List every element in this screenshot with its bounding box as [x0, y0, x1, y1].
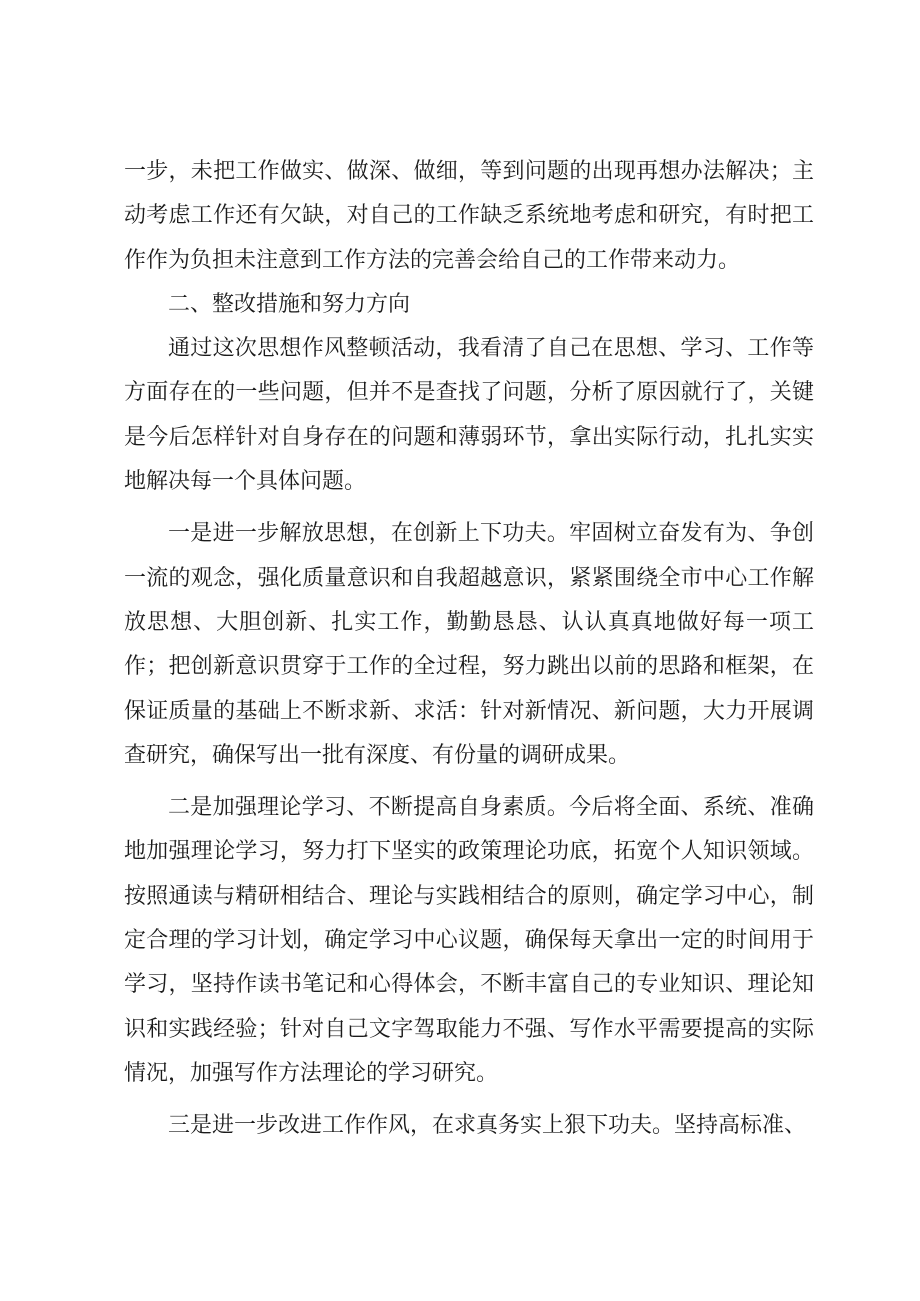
paragraph-intro: 通过这次思想作风整顿活动，我看清了自己在思想、学习、工作等方面存在的一些问题，但并不是查找了问题，分析了原因就行了，关键是今后怎样针对自身存在的问题和薄弱环节，拿出实际行动，扎扎实实地解决每一个具体问题。	[124, 336, 814, 495]
paragraph-point-3: 三是进一步改进工作作风，在求真务实上狠下功夫。坚持高标准、	[168, 1113, 807, 1139]
paragraph-point-1: 一是进一步解放思想，在创新上下功夫。牢固树立奋发有为、争创一流的观念，强化质量意识和自我超越意识，紧紧围绕全市中心工作解放思想、大胆创新、扎实工作，勤勤恳恳、认认真真地做好每一项工作；把创新意识贯穿于工作的全过程，努力跳出以前的思路和框架，在保证质量的基础上不断求新、求活：针对新情况、新问题，大力开展调查研究，确保写出一批有深度、有份量的调研成果。	[124, 521, 814, 768]
paragraph-point-2: 二是加强理论学习、不断提高自身素质。今后将全面、系统、准确地加强理论学习，努力打下坚实的政策理论功底，拓宽个人知识领域。按照通读与精研相结合、理论与实践相结合的原则，确定学习中心，制定合理的学习计划，确定学习中心议题，确保每天拿出一定的时间用于学习，坚持作读书笔记和心得体会，不断丰富自己的专业知识、理论知识和实践经验；针对自己文字驾取能力不强、写作水平需要提高的实际情况，加强写作方法理论的学习研究。	[124, 795, 814, 1086]
paragraph-continued: 一步，未把工作做实、做深、做细，等到问题的出现再想办法解决；主动考虑工作还有欠缺，对自己的工作缺乏系统地考虑和研究，有时把工作作为负担未注意到工作方法的完善会给自己的工作带来动力。	[124, 159, 814, 273]
section-heading: 二、整改措施和努力方向	[168, 291, 411, 317]
document-page	[124, 150, 814, 1149]
